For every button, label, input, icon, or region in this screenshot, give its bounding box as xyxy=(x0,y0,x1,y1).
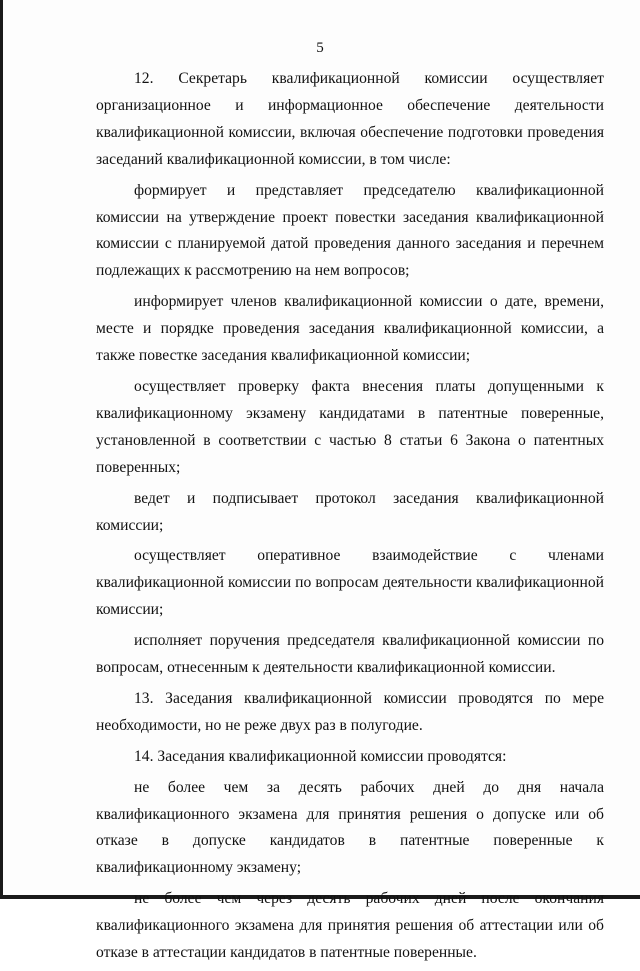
paragraph-item-agenda: формирует и представляет председателю квалификационной комиссии на утверждение проект повестки заседания квалификационной комиссии с планируемой датой проведения данного заседания и перечнем подлежащих к рассмотрению на нем вопросов; xyxy=(96,181,604,280)
paragraph-item-after-exam: не более чем через десять рабочих дней после окончания квалификационного экзамена для принятия решения об аттестации или об отказе в аттестации кандидатов в патентные поверенные. xyxy=(96,890,604,962)
scan-left-edge xyxy=(0,0,3,899)
paragraph-14: 14. Заседания квалификационной комиссии проводятся: xyxy=(134,747,507,765)
paragraph-item-payment-check: осуществляет проверку факта внесения платы допущенными к квалификационному экзамену кандидатами в патентные поверенные, установленной в соответствии с частью 8 статьи 6 Закона о патентных поверенных; xyxy=(96,377,604,476)
paragraph-item-protocol: ведет и подписывает протокол заседания квалификационной комиссии; xyxy=(96,489,604,534)
paragraph-item-inform: информирует членов квалификационной комиссии о дате, времени, месте и порядке проведения заседания квалификационной комиссии, а также повестке заседания квалификационной комиссии; xyxy=(96,293,604,365)
paragraph-12: 12. Секретарь квалификационной комиссии осуществляет организационное и информационное обеспечение деятельности квалификационной комиссии, включая обеспечение подготовки проведения заседаний квалификационной комиссии, в том числе: xyxy=(96,70,604,168)
paragraph-item-before-exam: не более чем за десять рабочих дней до дня начала квалификационного экзамена для принятия решения о допуске или об отказе в допуске кандидатов в патентные поверенные к квалификационному экзамену; xyxy=(96,778,604,877)
paragraph-13: 13. Заседания квалификационной комиссии проводятся по мере необходимости, но не реже двух раз в полугодие. xyxy=(96,689,604,734)
document-body xyxy=(96,66,604,971)
paragraph-item-interaction: осуществляет оперативное взаимодействие с членами квалификационной комиссии по вопросам деятельности квалификационной комиссии; xyxy=(96,547,604,619)
page-number: 5 xyxy=(316,40,324,56)
paragraph-item-orders: исполняет поручения председателя квалификационной комиссии по вопросам, отнесенным к деятельности квалификационной комиссии. xyxy=(96,632,604,677)
